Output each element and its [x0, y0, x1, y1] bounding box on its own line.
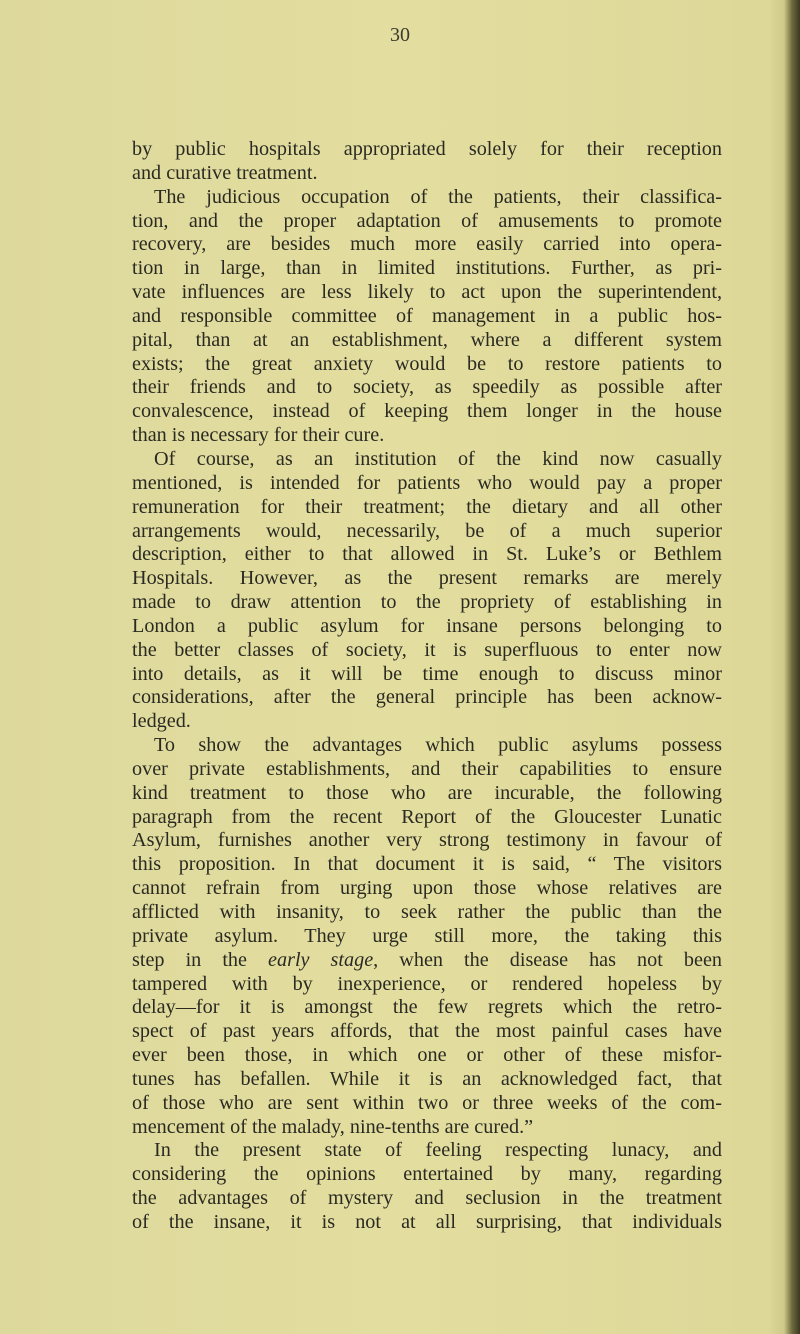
text-line: mencement of the malady, nine-tenths are cured.” [132, 1115, 534, 1138]
text-line: cannot refrain from urging upon those whose relatives are [132, 877, 722, 900]
text-line: mentioned, is intended for patients who would pay a proper [132, 471, 722, 494]
italic-text: early stage [268, 948, 374, 971]
paragraph [132, 734, 722, 1139]
text-line: remuneration for their treatment; the dietary and all other [132, 495, 722, 518]
text-line: tion, and the proper adaptation of amusements to promote [132, 209, 722, 232]
text-line: spect of past years affords, that the most painful cases have [132, 1020, 722, 1043]
text-line: vate influences are less likely to act upon the superintendent, [132, 281, 722, 304]
text-segment: step in the [132, 948, 269, 971]
text-line: and curative treatment. [132, 161, 318, 184]
paragraph [132, 448, 722, 734]
text-line: delay—for it is amongst the few regrets which the retro- [132, 996, 722, 1019]
text-line: London a public asylum for insane persons belonging to [132, 614, 722, 637]
text-line: of the insane, it is not at all surprising, that individuals [132, 1210, 722, 1233]
text-line: Asylum, furnishes another very strong testimony in favour of [132, 829, 722, 852]
text-line: Hospitals. However, as the present remarks are merely [132, 567, 722, 590]
text-line: In the present state of feeling respecting lunacy, and [154, 1139, 722, 1162]
text-line: considerations, after the general principle has been acknow- [132, 686, 722, 709]
text-line: recovery, are besides much more easily carried into opera- [132, 233, 722, 256]
text-line: Of course, as an institution of the kind now casually [154, 447, 722, 470]
text-line: arrangements would, necessarily, be of a much superior [132, 519, 722, 542]
text-line: To show the advantages which public asylums possess [154, 734, 722, 757]
text-line: over private establishments, and their capabilities to ensure [132, 757, 722, 780]
text-line: than is necessary for their cure. [132, 424, 385, 447]
text-line: of those who are sent within two or three weeks of the com- [132, 1091, 722, 1114]
text-line: pital, than at an establishment, where a different system [132, 328, 722, 351]
text-line: exists; the great anxiety would be to restore patients to [132, 352, 722, 375]
text-segment: , when the disease has not been [373, 948, 722, 971]
text-line: this proposition. In that document it is said, “ The visitors [132, 853, 722, 876]
text-line: tampered with by inexperience, or rendered hopeless by [132, 972, 722, 995]
text-line: paragraph from the recent Report of the Gloucester Lunatic [132, 805, 722, 828]
text-line: and responsible committee of management in a public hos- [132, 304, 722, 327]
text-line: The judicious occupation of the patients, their classifica- [154, 185, 722, 208]
text-line: by public hospitals appropriated solely for their reception [132, 138, 722, 160]
text-line: the advantages of mystery and seclusion in the treatment [132, 1187, 722, 1210]
paragraph [132, 138, 722, 186]
text-line: kind treatment to those who are incurable, the following [132, 781, 722, 804]
text-line: the better classes of society, it is superfluous to enter now [132, 638, 722, 661]
page-number: 30 [390, 24, 410, 46]
text-line: ledged. [132, 710, 191, 733]
text-line: ever been those, in which one or other of these misfor- [132, 1044, 722, 1067]
text-line: afflicted with insanity, to seek rather the public than the [132, 901, 722, 923]
text-line: their friends and to society, as speedily as possible after [132, 376, 722, 399]
paragraph [132, 186, 722, 448]
text-line: description, either to that allowed in St. Luke’s or Bethlem [132, 543, 722, 566]
paragraph [132, 1139, 722, 1234]
text-line: into details, as it will be time enough to discuss minor [132, 662, 722, 685]
text-line: tion in large, than in limited institutions. Further, as pri- [132, 257, 722, 280]
text-line: considering the opinions entertained by many, regarding [132, 1163, 722, 1186]
text-line: convalescence, instead of keeping them longer in the house [132, 400, 722, 423]
text-line: tunes has befallen. While it is an acknowledged fact, that [132, 1067, 722, 1090]
text-line: made to draw attention to the propriety of establishing in [132, 591, 722, 614]
body-text [132, 138, 722, 1235]
text-line: private asylum. They urge still more, the taking this [132, 924, 722, 947]
text-line [132, 949, 722, 973]
